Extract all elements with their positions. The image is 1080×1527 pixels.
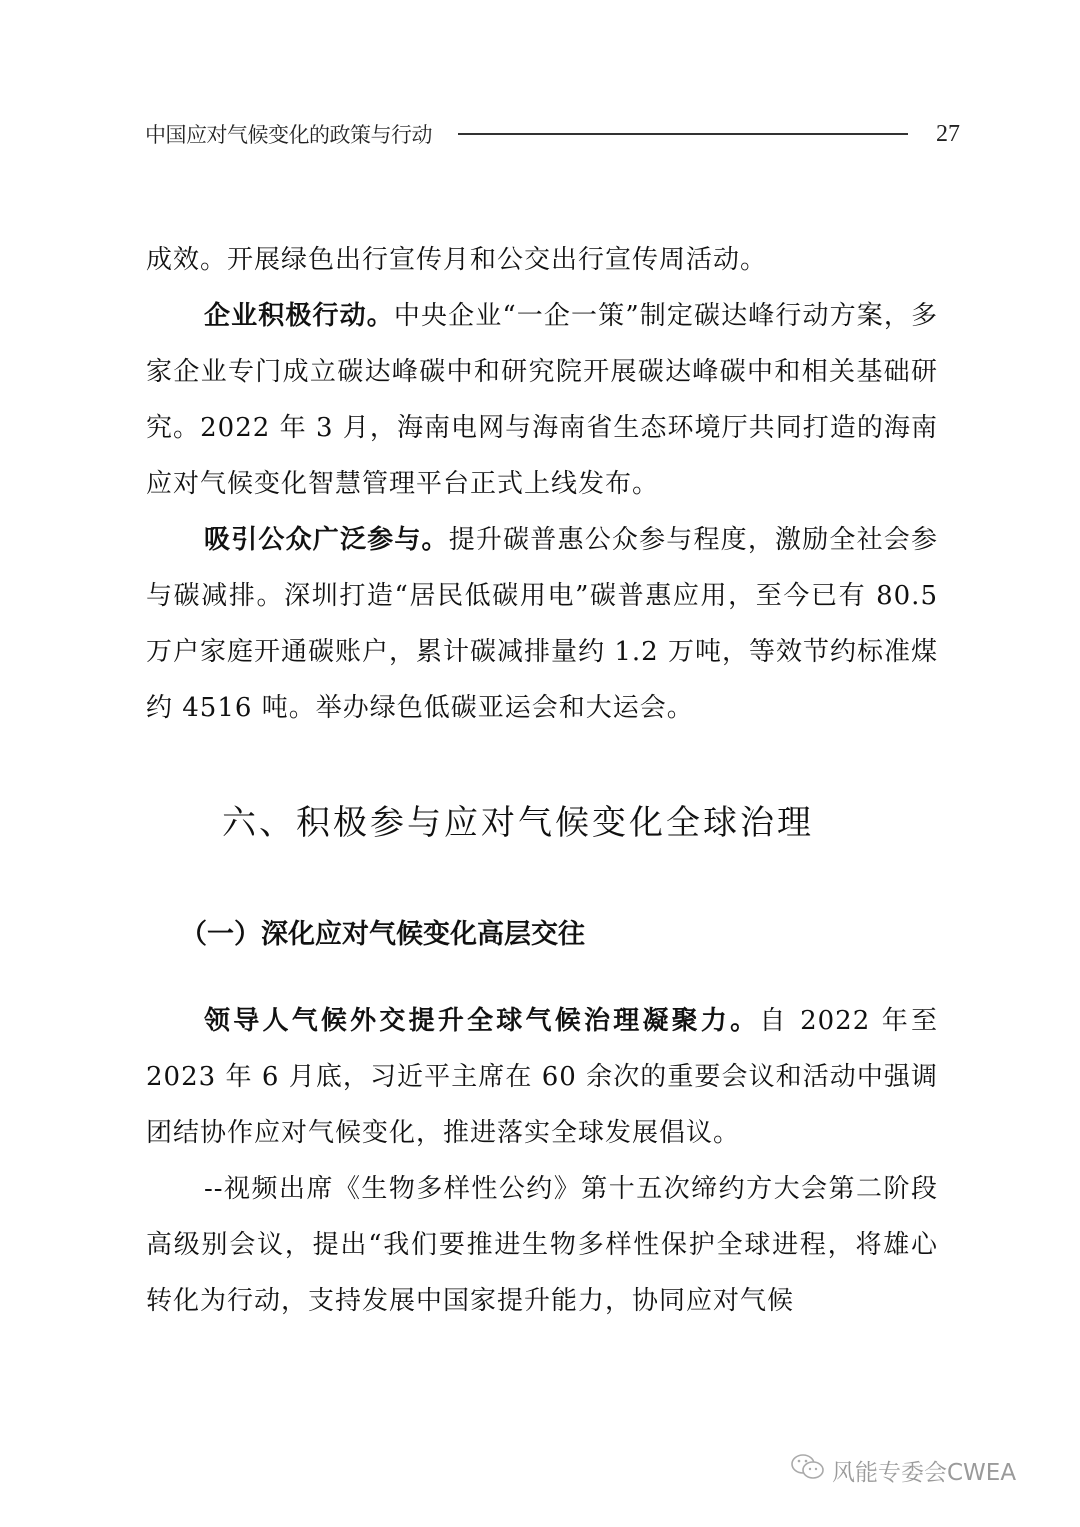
body-block-1 <box>146 232 938 736</box>
paragraph-enterprise-action <box>146 288 938 512</box>
wechat-icon <box>790 1452 826 1488</box>
watermark-text: 风能专委会CWEA <box>832 1459 1017 1486</box>
paragraph-lead: 企业积极行动。 <box>204 301 394 331</box>
paragraph-text: 中央企业“一企一策”制定碳达峰行动方案，多家企业专门成立碳达峰碳中和研究院开展碳达峰碳中和相关基础研究。2022 年 3 月，海南电网与海南省生态环境厅共同打造的海南应对气候变化智慧管理平台正式上线发布。 <box>146 301 938 499</box>
section-title: 六、积极参与应对气候变化全球治理 <box>222 803 814 843</box>
paragraph-text: 自 2022 年至 2023 年 6 月底，习近平主席在 60 余次的重要会议和活动中强调团结协作应对气候变化，推进落实全球发展倡议。 <box>146 1006 938 1148</box>
paragraph-text: 提升碳普惠公众参与程度，激励全社会参与碳减排。深圳打造“居民低碳用电”碳普惠应用，至今已有 80.5 万户家庭开通碳账户，累计碳减排量约 1.2 万吨，等效节约标准煤约 4516 吨。举办绿色低碳亚运会和大运会。 <box>146 525 938 723</box>
paragraph-public-participation <box>146 512 938 736</box>
paragraph-lead: 吸引公众广泛参与。 <box>204 525 449 555</box>
page-number: 27 <box>936 120 960 147</box>
paragraph-leader-diplomacy <box>146 993 938 1161</box>
paragraph-lead: 领导人气候外交提升全球气候治理凝聚力。 <box>204 1006 760 1036</box>
paragraph-continuation: 成效。开展绿色出行宣传月和公交出行宣传周活动。 <box>146 245 768 275</box>
body-block-2 <box>146 993 938 1329</box>
subsection-title: （一）深化应对气候变化高层交往 <box>180 919 585 950</box>
running-header <box>145 114 960 154</box>
running-title: 中国应对气候变化的政策与行动 <box>145 123 432 147</box>
paragraph-video-attendance: --视频出席《生物多样性公约》第十五次缔约方大会第二阶段高级别会议，提出“我们要推进生物多样性保护全球进程，将雄心转化为行动，支持发展中国家提升能力，协同应对气候 <box>146 1174 938 1316</box>
watermark <box>790 1452 1016 1488</box>
header-rule <box>458 133 908 135</box>
